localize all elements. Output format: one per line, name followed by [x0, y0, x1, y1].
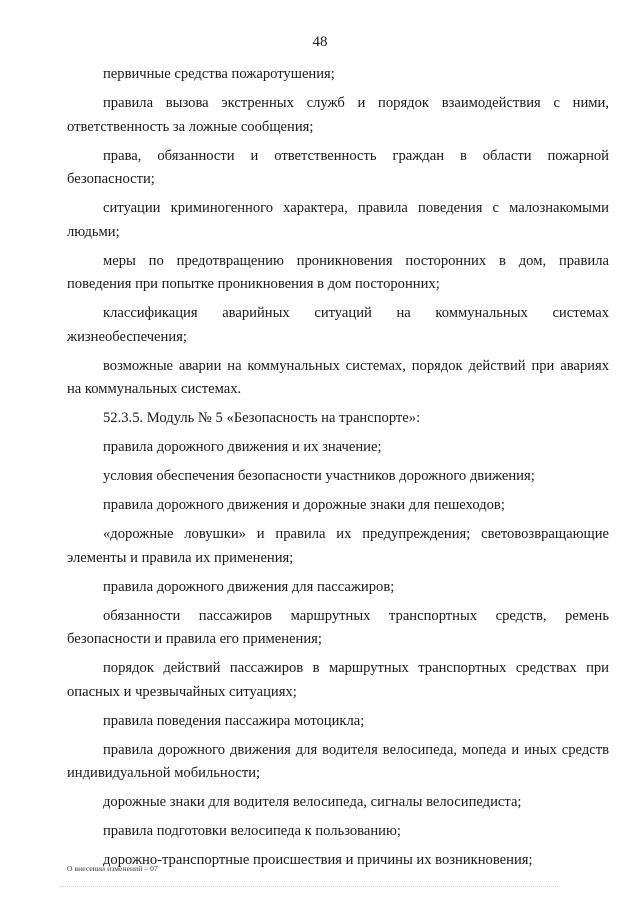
- scan-artifact-line: [60, 886, 560, 893]
- paragraph: классификация аварийных ситуаций на коммунальных системах жизнеобеспечения;: [67, 305, 609, 345]
- paragraph: первичные средства пожаротушения;: [103, 66, 335, 82]
- document-body: [67, 63, 609, 878]
- paragraph: дорожно-транспортные происшествия и причины их возникновения;: [103, 852, 533, 868]
- paragraph: правила поведения пассажира мотоцикла;: [103, 712, 365, 729]
- paragraph: дорожные знаки для водителя велосипеда, сигналы велосипедиста;: [103, 794, 522, 810]
- paragraph: правила дорожного движения и их значение;: [103, 439, 382, 455]
- paragraph: ситуации криминогенного характера, правила поведения с малознакомыми людьми;: [67, 200, 609, 240]
- paragraph: обязанности пассажиров маршрутных транспортных средств, ремень безопасности и правила его применения;: [67, 607, 609, 647]
- paragraph: правила дорожного движения и дорожные знаки для пешеходов;: [103, 497, 505, 513]
- paragraph: правила подготовки велосипеда к пользованию;: [103, 823, 401, 839]
- paragraph: условия обеспечения безопасности участников дорожного движения;: [103, 468, 535, 484]
- paragraph: правила дорожного движения для водителя велосипеда, мопеда и иных средств индивидуальной мобильности;: [67, 741, 609, 781]
- paragraph: возможные аварии на коммунальных системах, порядок действий при авариях на коммунальных системах.: [67, 357, 609, 397]
- page-number: 48: [312, 34, 328, 50]
- section-heading: 52.3.5. Модуль № 5 «Безопасность на транспорте»:: [103, 410, 421, 426]
- footer-note: О внесении изменений – 07: [67, 864, 158, 873]
- paragraph: права, обязанности и ответственность граждан в области пожарной безопасности;: [67, 147, 609, 187]
- paragraph: правила вызова экстренных служб и порядок взаимодействия с ними, ответственность за ложные сообщения;: [67, 95, 609, 135]
- paragraph: правила дорожного движения для пассажиров;: [103, 578, 395, 595]
- paragraph: «дорожные ловушки» и правила их предупреждения; световозвращающие элементы и правила их применения;: [67, 526, 609, 566]
- paragraph: порядок действий пассажиров в маршрутных транспортных средствах при опасных и чрезвычайных ситуациях;: [67, 660, 609, 700]
- paragraph: меры по предотвращению проникновения посторонних в дом, правила поведения при попытке проникновения в дом посторонних;: [67, 252, 609, 292]
